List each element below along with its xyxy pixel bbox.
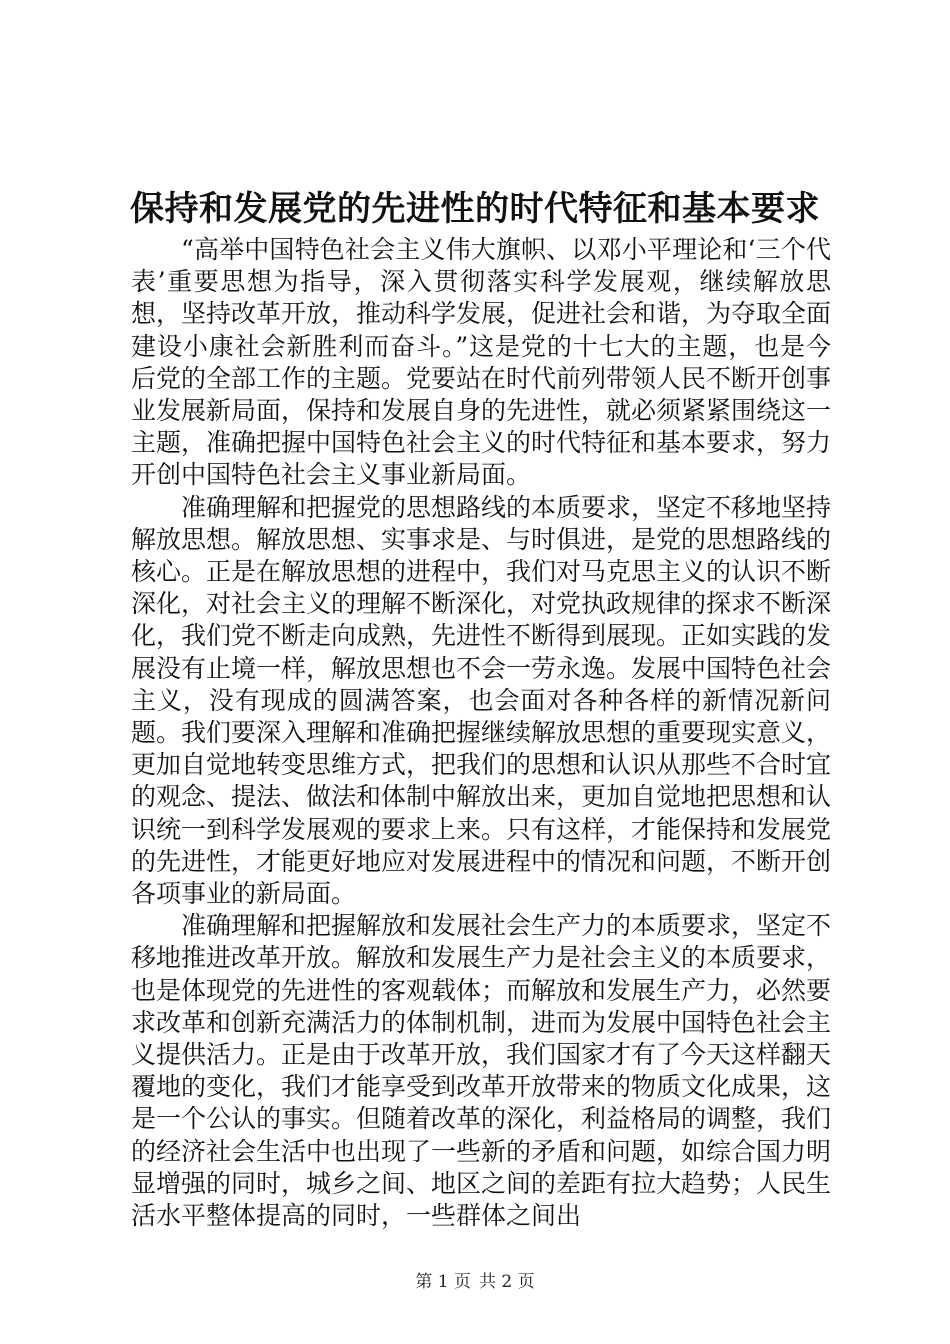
page-number: 第 1 页 — [415, 1272, 471, 1292]
paragraph-2: 准确理解和把握党的思想路线的本质要求，坚定不移地坚持解放思想。解放思想、实事求是、与时俱进，是党的思想路线的核心。正是在解放思想的进程中，我们对马克思主义的认识不断深化，对社会主义的理解不断深化，对党执政规律的探求不断深化，我们党不断走向成熟，先进性不断得到展现。正如实践的发展没有止境一样，解放思想也不会一劳永逸。发展中国特色社会主义，没有现成的圆满答案，也会面对各种各样的新情况新问题。我们要深入理解和准确把握继续解放思想的重要现实意义，更加自觉地转变思维方式，把我们的思想和认识从那些不合时宜的观念、提法、做法和体制中解放出来，更加自觉地把思想和认识统一到科学发展观的要求上来。只有这样，才能保持和发展党的先进性，才能更好地应对发展进程中的情况和问题，不断开创各项事业的新局面。 — [131, 492, 832, 909]
paragraph-1: “高举中国特色社会主义伟大旗帜、以邓小平理论和‘三个代表’重要思想为指导，深入贯彻落实科学发展观，继续解放思想，坚持改革开放，推动科学发展，促进社会和谐，为夺取全面建设小康社会新胜利而奋斗。”这是党的十七大的主题，也是今后党的全部工作的主题。党要站在时代前列带领人民不断开创事业发展新局面，保持和发展自身的先进性，就必须紧紧围绕这一主题，准确把握中国特色社会主义的时代特征和基本要求，努力开创中国特色社会主义事业新局面。 — [131, 235, 832, 490]
document-title: 保持和发展党的先进性的时代特征和基本要求 — [130, 189, 820, 229]
page-total: 共 2 页 — [479, 1272, 535, 1292]
page-footer — [0, 1270, 950, 1294]
paragraph-3: 准确理解和把握解放和发展社会生产力的本质要求，坚定不移地推进改革开放。解放和发展生产力是社会主义的本质要求，也是体现党的先进性的客观载体；而解放和发展生产力，必然要求改革和创新充满活力的体制机制，进而为发展中国特色社会主义提供活力。正是由于改革开放，我们国家才有了今天这样翻天覆地的变化，我们才能享受到改革开放带来的物质文化成果，这是一个公认的事实。但随着改革的深化，利益格局的调整，我们的经济社会生活中也出现了一些新的矛盾和问题，如综合国力明显增强的同时，城乡之间、地区之间的差距有拉大趋势；人民生活水平整体提高的同时，一些群体之间出 — [131, 911, 832, 1231]
document-body — [131, 234, 831, 1232]
